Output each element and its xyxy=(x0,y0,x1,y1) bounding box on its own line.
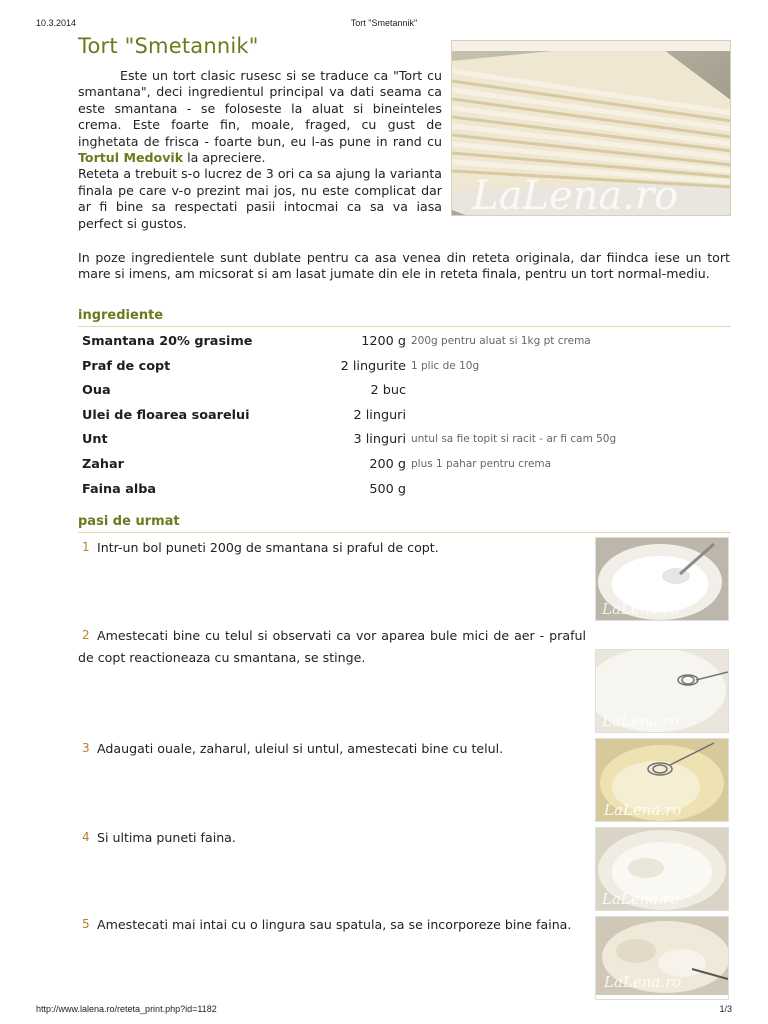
step-text: Adaugati ouale, zaharul, uleiul si untul, amestecati bine cu telul. xyxy=(97,741,504,756)
watermark-text: LaLena.ro xyxy=(602,890,680,908)
ingredient-qty: 200 g xyxy=(369,456,406,472)
ingredient-note: In poze ingredientele sunt dublate pentru ca asa venea din reteta originala, dar fiindca iese un tort mare si imens, am micsorat si am lasat jumate din ele in reteta finala, pentru un tort normal-mediu. xyxy=(78,250,730,282)
watermark-text: LaLena.ro xyxy=(604,801,682,819)
ingredient-note: 200g pentru aluat si 1kg pt crema xyxy=(411,335,591,347)
ingredient-name: Oua xyxy=(82,383,111,399)
ingredient-qty: 2 buc xyxy=(370,383,406,399)
ingredient-qty: 3 linguri xyxy=(353,432,406,448)
print-url: http://www.lalena.ro/reteta_print.php?id=1182 xyxy=(36,1004,217,1014)
watermark-text: LaLena.ro xyxy=(602,600,680,618)
step-text: Si ultima puneti faina. xyxy=(97,830,236,845)
step-text: Amestecati bine cu telul si observati ca vor aparea bule mici de aer - praful de copt reactioneaza cu smantana, se stinge. xyxy=(78,628,586,665)
recipe-title: Tort "Smetannik" xyxy=(78,34,259,58)
step-number: 2 xyxy=(82,628,90,642)
ingredient-name: Smantana 20% grasime xyxy=(82,334,253,349)
step-number: 5 xyxy=(82,917,90,931)
ingredient-qty: 1200 g xyxy=(361,334,406,349)
ingredient-qty: 2 lingurite xyxy=(340,358,406,374)
steps-heading: pasi de urmat xyxy=(78,514,731,533)
ingredient-name: Ulei de floarea soarelui xyxy=(82,407,250,423)
watermark-text: LaLena.ro xyxy=(602,712,680,730)
watermark-text: LaLena.ro xyxy=(472,173,679,216)
ingredients-heading: ingrediente xyxy=(78,308,731,327)
ingredient-row xyxy=(78,429,730,454)
step-text: Amestecati mai intai cu o lingura sau spatula, sa se incorporeze bine faina. xyxy=(97,917,572,932)
step-photo-whisk-foam xyxy=(595,649,729,733)
page-number: 1/3 xyxy=(719,1004,732,1014)
ingredient-name: Praf de copt xyxy=(82,358,171,374)
print-header xyxy=(0,0,768,28)
watermark-text: LaLena.ro xyxy=(604,973,682,991)
step-photo-bowl-whisk xyxy=(595,537,729,621)
hero-cake-photo xyxy=(451,40,731,216)
ingredient-name: Faina alba xyxy=(82,481,157,497)
ingredient-qty: 500 g xyxy=(369,481,406,497)
ingredients-table xyxy=(78,331,730,503)
print-footer xyxy=(0,1000,768,1024)
ingredient-note: 1 plic de 10g xyxy=(411,359,480,372)
step-photo-flour xyxy=(595,827,729,911)
step-photo-eggs-mix xyxy=(595,738,729,822)
ingredient-qty: 2 linguri xyxy=(353,407,406,423)
ingredient-row xyxy=(78,405,730,430)
step-text: Intr-un bol puneti 200g de smantana si praful de copt. xyxy=(97,540,439,555)
ingredient-name: Unt xyxy=(82,432,108,448)
step-number: 1 xyxy=(82,540,90,554)
ingredient-row xyxy=(78,454,730,479)
ingredient-note: plus 1 pahar pentru crema xyxy=(411,457,552,470)
print-page-title: Tort "Smetannik" xyxy=(350,18,418,28)
ingredient-row xyxy=(78,479,730,504)
step-number: 4 xyxy=(82,830,90,844)
ingredient-note: untul sa fie topit si racit - ar fi cam 50g xyxy=(411,433,617,446)
step-number: 3 xyxy=(82,741,90,755)
ingredient-row xyxy=(78,356,730,381)
intro-paragraph-1: Este un tort clasic rusesc si se traduce ca "Tort cu smantana", deci ingredientul principal va dati seama ca este smantana - se foloseste la aluat si bineinteles crema. Este foarte fin, moale, fraged, cu gust de inghetata de frisca - foarte bun, eu l-as pune in rand cu Tortul Medovik la apreciere. xyxy=(78,68,442,166)
intro-paragraph-2: Reteta a trebuit s-o lucrez de 3 ori ca sa ajung la varianta finala pe care v-o prezint mai jos, nu este complicat dar ar fi bine sa respectati pasii intocmai ca sa va iasa perfect si gustos. xyxy=(78,166,442,231)
print-date: 10.3.2014 xyxy=(36,18,77,28)
ingredient-row xyxy=(78,380,730,405)
ingredient-name: Zahar xyxy=(82,456,124,472)
step-photo-dough xyxy=(595,916,729,1000)
link-tortul-medovik[interactable]: Tortul Medovik xyxy=(78,150,184,166)
intro-text xyxy=(78,68,442,232)
ingredient-row xyxy=(78,331,730,356)
